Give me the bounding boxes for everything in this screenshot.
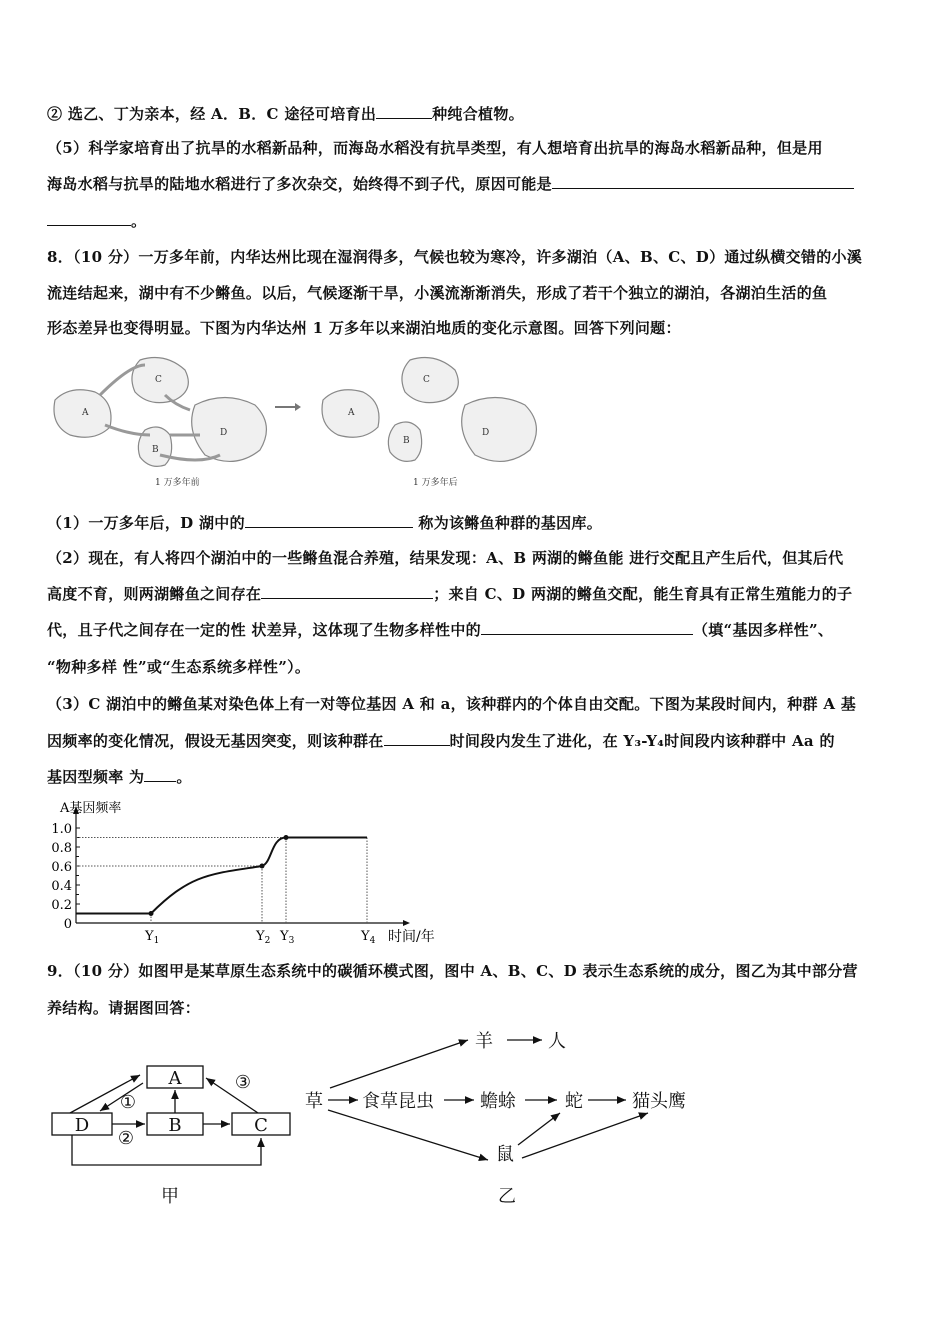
node-sheep: 羊 xyxy=(475,1031,493,1052)
x-axis-arrow xyxy=(403,920,410,926)
x-tick-label: $Y_3$ xyxy=(280,929,295,946)
text: 时间段内发生了进化，在 Y₃-Y₄时间段内该种群中 Aa 的 xyxy=(449,732,835,750)
q7-5-line1: （5）科学家培育出了抗旱的水稻新品种，而海岛水稻没有抗旱类型，有人想培育出抗旱的海岛水稻新品种，但是用 xyxy=(47,139,823,157)
label-c: C xyxy=(254,1115,268,1136)
q9-line2: 养结构。请据图回答： xyxy=(47,999,201,1017)
node-human: 人 xyxy=(548,1031,566,1052)
label-2: ② xyxy=(117,1128,135,1149)
y-tick-label: 0.4 xyxy=(51,879,72,894)
text: 种纯合植物。 xyxy=(432,105,524,123)
x-tick-label: $Y_4$ xyxy=(361,929,376,946)
x-tick-label: $Y_1$ xyxy=(145,929,160,946)
label: B xyxy=(152,445,159,455)
node-snake: 蛇 xyxy=(565,1091,583,1112)
text: 高度不育，则两湖鳉鱼之间存在 xyxy=(47,585,262,603)
label-d: D xyxy=(74,1115,90,1136)
node-insect: 食草昆虫 xyxy=(362,1091,434,1112)
y-tick-label: 0.2 xyxy=(51,898,72,913)
node-mouse: 鼠 xyxy=(496,1144,514,1165)
q8-line2: 流连结起来，湖中有不少鳉鱼。以后，气候逐渐干旱，小溪流渐渐消失，形成了若干个独立的湖泊，各湖泊生活的鱼 xyxy=(47,284,828,302)
y-tick-label: 0.6 xyxy=(51,860,72,875)
q8-line3: 形态差异也变得明显。下图为内华达州 1 万多年以来湖泊地质的变化示意图。回答下列问题： xyxy=(47,319,681,337)
y-tick-label: 0 xyxy=(63,917,72,932)
node-toad: 蟾蜍 xyxy=(480,1091,516,1112)
text: 因频率的变化情况，假设无基因突变，则该种群在 xyxy=(47,732,384,750)
q8-line1: 8．（10 分）一万多年前，内华达州比现在湿润得多，气候也较为寒冷，许多湖泊（A、B、C、D）通过纵横交错的小溪 xyxy=(47,248,863,266)
text: 海岛水稻与抗旱的陆地水稻进行了多次杂交，始终得不到子代，原因可能是 xyxy=(47,175,552,193)
node-owl: 猫头鹰 xyxy=(632,1091,686,1112)
text: （1）一万多年后，D 湖中的 xyxy=(47,514,245,532)
text: （填“基因多样性”、 xyxy=(692,621,834,639)
label-b: B xyxy=(168,1115,182,1136)
text: 。 xyxy=(176,768,192,786)
x-axis-label: 时间/年 xyxy=(388,929,435,945)
label: D xyxy=(482,428,490,438)
label: D xyxy=(220,428,228,438)
q9-line1: 9．（10 分）如图甲是某草原生态系统中的碳循环模式图，图中 A、B、C、D 表示生态系统的成分，图乙为其中部分营 xyxy=(47,962,858,980)
label: B xyxy=(403,436,410,446)
data-point xyxy=(260,864,265,869)
q8-2-line4: “物种多样 性”或“生态系统多样性”）。 xyxy=(47,658,311,676)
text: 。 xyxy=(131,212,147,230)
node-grass: 草 xyxy=(305,1091,323,1112)
label: C xyxy=(423,375,430,385)
text: 代，且子代之间存在一定的性 状差异，这体现了生物多样性中的 xyxy=(47,621,481,639)
figure-yi-title: 乙 xyxy=(498,1186,516,1207)
label-3: ③ xyxy=(234,1072,252,1093)
y-axis-label: A基因频率 xyxy=(60,801,122,816)
before-label: 1 万多年前 xyxy=(155,478,200,488)
x-tick-label: $Y_2$ xyxy=(256,929,271,946)
label: A xyxy=(82,408,89,418)
carbon-cycle-and-food-web xyxy=(0,1020,950,1220)
figure-jia-title: 甲 xyxy=(161,1186,179,1207)
after-label: 1 万多年后 xyxy=(413,478,458,488)
text: 基因型频率 为 xyxy=(47,768,145,786)
data-point xyxy=(284,835,289,840)
q8-3-line1: （3）C 湖泊中的鳉鱼某对染色体上有一对等位基因 A 和 a，该种群内的个体自由交配。下图为某段时间内，种群 A 基 xyxy=(47,695,857,713)
label-1: ① xyxy=(119,1092,137,1113)
series-line xyxy=(76,838,367,914)
text: 称为该鳉鱼种群的基因库。 xyxy=(412,514,602,532)
label-a: A xyxy=(168,1068,182,1089)
y-tick-label: 1.0 xyxy=(51,822,72,837)
label: C xyxy=(155,375,162,385)
text: ；来自 C、D 两湖的鳉鱼交配，能生育具有正常生殖能力的子 xyxy=(433,585,853,603)
data-point xyxy=(149,911,154,916)
label: A xyxy=(348,408,355,418)
y-tick-label: 0.8 xyxy=(51,841,72,856)
text: ② 选乙、丁为亲本，经 A．B．C 途径可培育出 xyxy=(47,105,377,123)
q8-2-line1: （2）现在，有人将四个湖泊中的一些鳉鱼混合养殖，结果发现：A、B 两湖的鳉鱼能 进行交配且产生后代，但其后代 xyxy=(47,549,844,567)
